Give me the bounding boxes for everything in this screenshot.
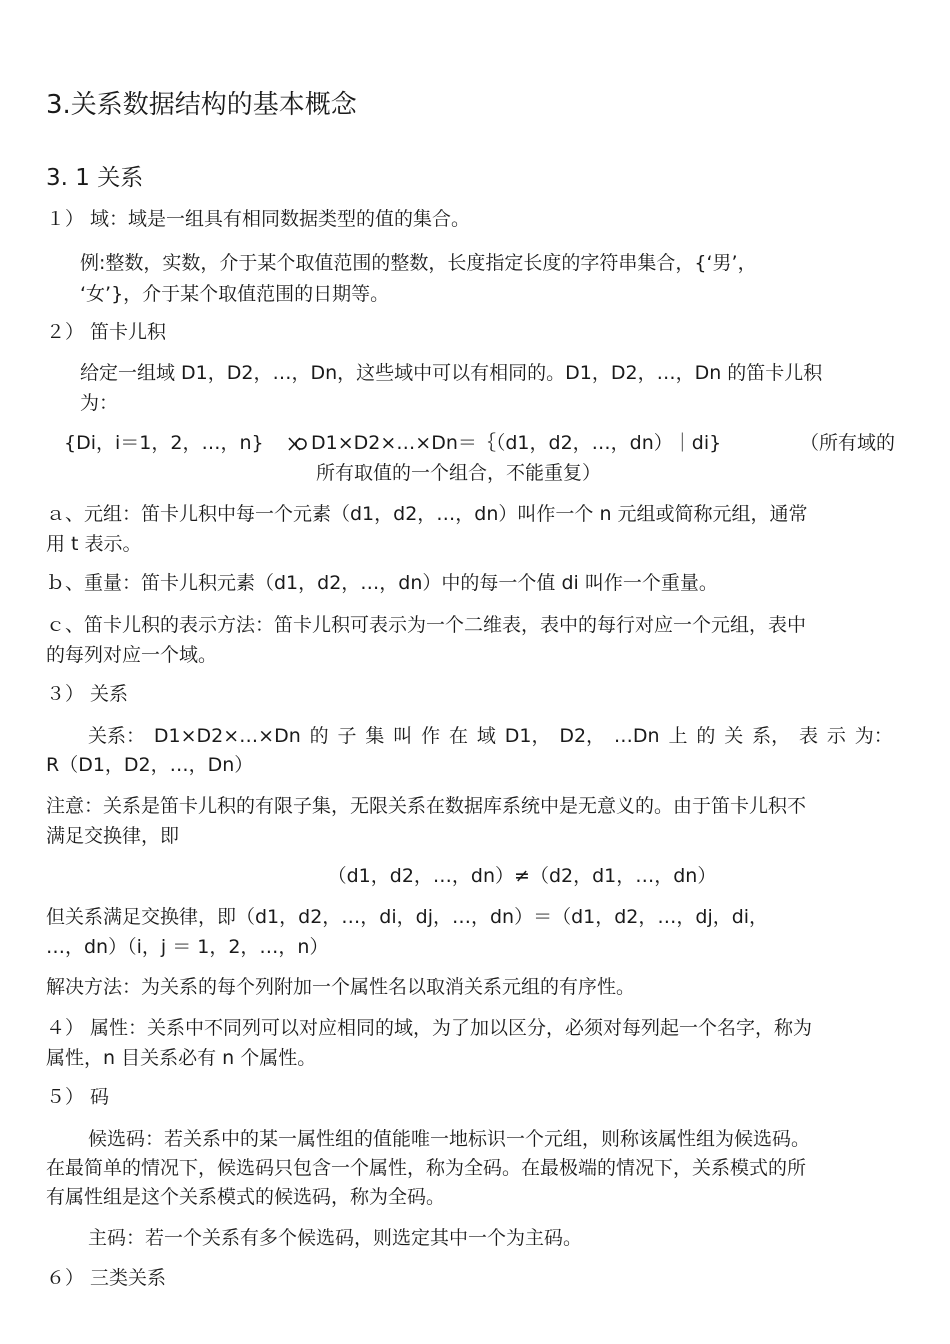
relation-def-part: 的 bbox=[696, 725, 716, 747]
formula-main: D1×D2×…×Dn＝｛（d1，d2，…，dn）｜di} bbox=[311, 432, 722, 454]
formula-line-2: 所有取值的一个组合，不能重复） bbox=[316, 462, 602, 484]
formula-annotation: （所有域的 bbox=[800, 432, 896, 454]
solution-text: 解决方法：为关系的每个列附加一个属性名以取消关系元组的有序性。 bbox=[46, 976, 636, 998]
relation-def-part: 在 bbox=[448, 725, 468, 747]
note-line-1: 注意：关系是笛卡儿积的有限子集，无限关系在数据库系统中是无意义的。由于笛卡儿积不 bbox=[46, 795, 807, 817]
relation-def-part: 集 bbox=[365, 725, 385, 747]
relation-def-part: 关系： bbox=[88, 725, 146, 747]
relation-def-part: D1×D2×…×Dn bbox=[153, 725, 301, 747]
commutative-line-2: …，dn）（i，j ＝ 1，2，…，n） bbox=[46, 936, 329, 958]
relation-def-part: 关 bbox=[724, 725, 744, 747]
relation-def-part: 系， bbox=[752, 725, 791, 747]
relation-def-part: D2， bbox=[559, 725, 606, 747]
relation-def-part: 作 bbox=[421, 725, 441, 747]
relation-def-part: …Dn bbox=[613, 725, 660, 747]
relation-def-part: 子 bbox=[337, 725, 357, 747]
primary-key-text: 主码：若一个关系有多个候选码，则选定其中一个为主码。 bbox=[88, 1227, 583, 1249]
section-heading: 3. 1 关系 bbox=[46, 165, 144, 191]
representation-line-2: 的每列对应一个域。 bbox=[46, 644, 218, 666]
representation-line-1: ｃ、笛卡儿积的表示方法：笛卡儿积可表示为一个二维表，表中的每行对应一个元组，表中 bbox=[46, 614, 807, 636]
cartesian-text-line-2: 为： bbox=[80, 392, 119, 414]
relation-def-part: 叫 bbox=[393, 725, 413, 747]
item-attribute-line-2: 属性，n 目关系必有 n 个属性。 bbox=[46, 1047, 317, 1069]
relation-definition-line-1 bbox=[88, 722, 893, 751]
component-definition: ｂ、重量：笛卡儿积元素（d1，d2，…，dn）中的每一个值 di 叫作一个重量。 bbox=[46, 572, 718, 594]
item-relation: ３） 关系 bbox=[46, 683, 129, 705]
relation-def-part: 上 bbox=[668, 725, 688, 747]
item-key: ５） 码 bbox=[46, 1086, 110, 1108]
commutative-line-1: 但关系满足交换律，即（d1，d2，…，di，dj，…，dn）＝（d1，d2，…，dj，di， bbox=[46, 906, 769, 928]
relation-def-part: 的 bbox=[309, 725, 329, 747]
inequality-formula: （d1，d2，…，dn）≠（d2，d1，…，dn） bbox=[327, 865, 717, 887]
tuple-definition-line-2: 用 t 表示。 bbox=[46, 533, 142, 555]
item-attribute-line-1: ４） 属性：关系中不同列可以对应相同的域，为了加以区分，必须对每列起一个名字，称为 bbox=[46, 1017, 813, 1039]
tuple-definition-line-1: ａ、元组：笛卡儿积中每一个元素（d1，d2，…，dn）叫作一个 n 元组或简称元组，通常 bbox=[46, 503, 808, 525]
relation-def-part: 域 bbox=[476, 725, 496, 747]
relation-def-part: 示 bbox=[826, 725, 846, 747]
relation-def-part: 为： bbox=[854, 725, 893, 747]
relation-definition-line-2: R（D1，D2，…，Dn） bbox=[46, 754, 254, 776]
relation-def-part: 表 bbox=[798, 725, 818, 747]
candidate-key-line-1: 候选码：若关系中的某一属性组的值能唯一地标识一个元组，则称该属性组为候选码。 bbox=[88, 1128, 811, 1150]
formula-left: {Di，i＝1，2，…，n} bbox=[64, 432, 264, 454]
formula-symbol-icon bbox=[286, 429, 310, 458]
note-line-2: 满足交换律，即 bbox=[46, 825, 180, 847]
item-three-relations: ６） 三类关系 bbox=[46, 1267, 167, 1289]
domain-example-line-2: ‘女’}，介于某个取值范围的日期等。 bbox=[80, 283, 390, 305]
item-cartesian-product: ２） 笛卡儿积 bbox=[46, 321, 167, 343]
relation-def-part: D1， bbox=[504, 725, 551, 747]
document-title: 3.关系数据结构的基本概念 bbox=[46, 90, 357, 120]
candidate-key-line-3: 有属性组是这个关系模式的候选码，称为全码。 bbox=[46, 1186, 446, 1208]
candidate-key-line-2: 在最简单的情况下，候选码只包含一个属性，称为全码。在最极端的情况下，关系模式的所 bbox=[46, 1157, 807, 1179]
domain-example-line-1: 例:整数，实数，介于某个取值范围的整数，长度指定长度的字符串集合，{‘男’， bbox=[80, 252, 757, 274]
cartesian-text-line-1: 给定一组域 D1，D2，…，Dn，这些域中可以有相同的。D1，D2，…，Dn 的笛卡儿积 bbox=[80, 362, 823, 384]
item-domain: １） 域：域是一组具有相同数据类型的值的集合。 bbox=[46, 208, 471, 230]
